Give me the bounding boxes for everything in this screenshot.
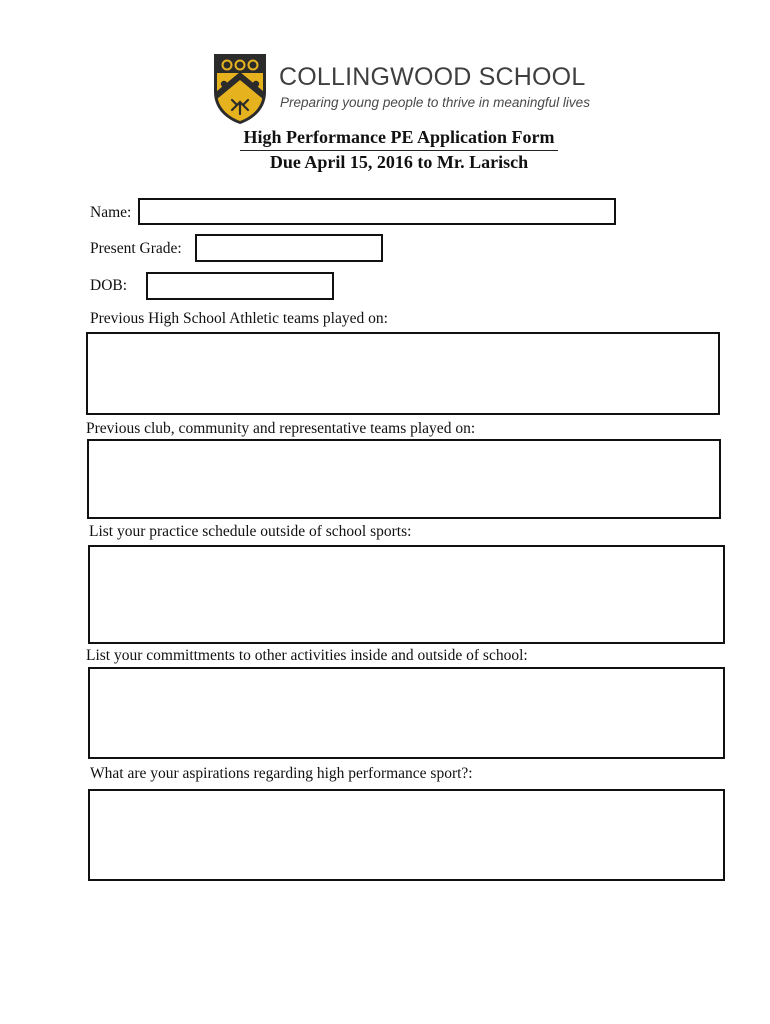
name-field[interactable] — [138, 198, 616, 225]
commitments-label: List your committments to other activities inside and outside of school: — [86, 647, 528, 664]
name-label: Name: — [90, 204, 132, 221]
form-title: High Performance PE Application Form — [240, 127, 558, 151]
school-name: COLLINGWOOD SCHOOL — [279, 63, 586, 91]
club-teams-textarea[interactable] — [87, 439, 721, 519]
practice-schedule-textarea[interactable] — [88, 545, 725, 644]
practice-schedule-label: List your practice schedule outside of school sports: — [89, 523, 412, 540]
grade-field[interactable] — [195, 234, 383, 262]
athletic-teams-label: Previous High School Athletic teams played on: — [90, 310, 388, 327]
commitments-textarea[interactable] — [88, 667, 725, 759]
school-tagline: Preparing young people to thrive in meaningful lives — [280, 95, 590, 110]
dob-field[interactable] — [146, 272, 334, 300]
form-due-date: Due April 15, 2016 to Mr. Larisch — [269, 152, 529, 172]
school-crest-icon — [212, 52, 268, 126]
aspirations-textarea[interactable] — [88, 789, 725, 881]
athletic-teams-textarea[interactable] — [86, 332, 720, 415]
grade-label: Present Grade: — [90, 240, 182, 257]
school-logo — [212, 52, 592, 126]
club-teams-label: Previous club, community and representative teams played on: — [86, 420, 476, 437]
aspirations-label: What are your aspirations regarding high performance sport?: — [90, 765, 473, 782]
dob-label: DOB: — [90, 277, 128, 294]
